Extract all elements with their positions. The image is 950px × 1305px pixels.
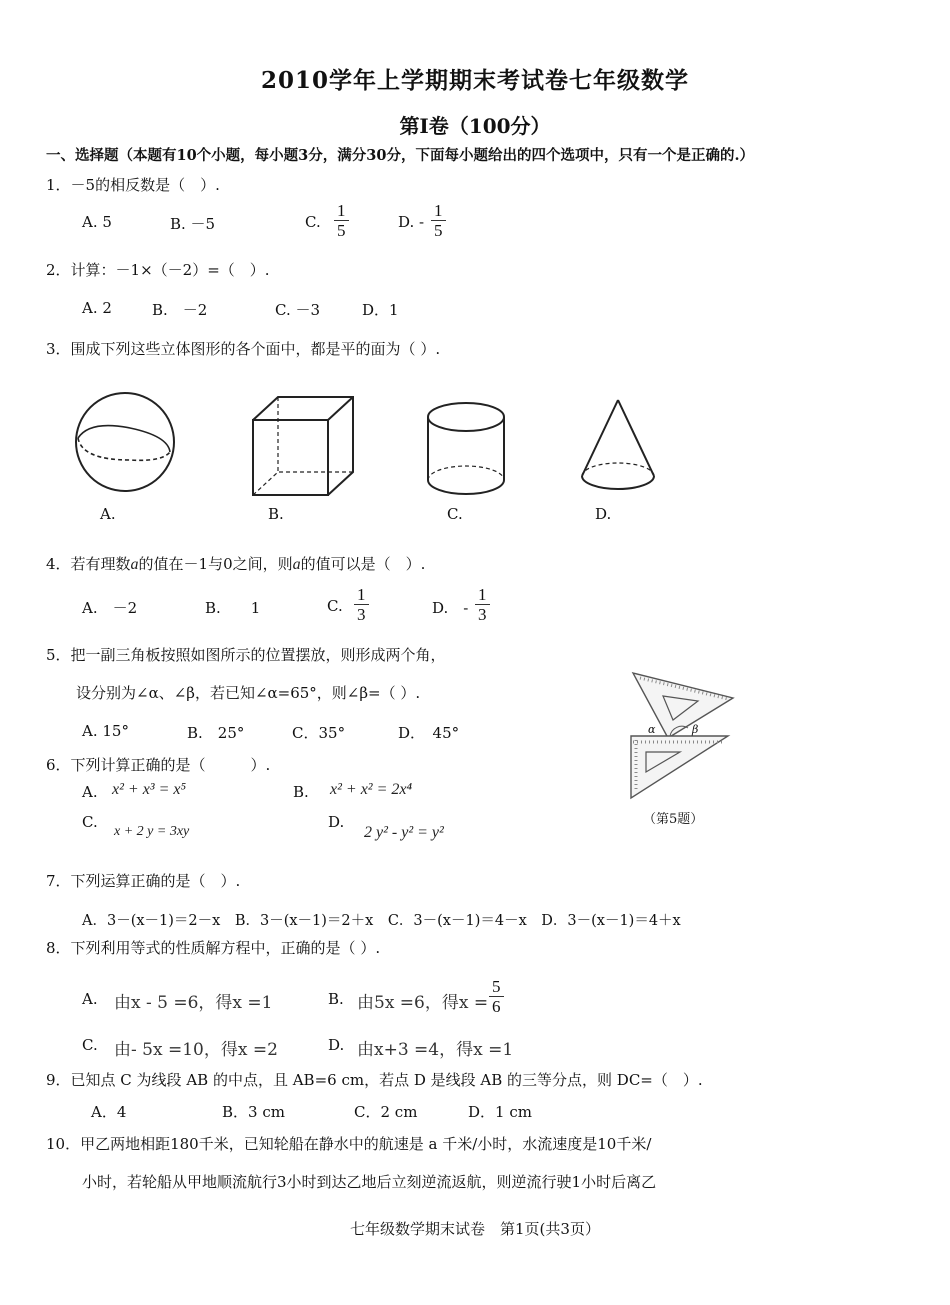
q6-expression-a: x² + x³ = x⁵ (112, 781, 187, 798)
q6-expression-c: x + 2 y = 3xy (114, 824, 190, 839)
q3-option-b: B. (268, 505, 284, 523)
angle-beta-label: β (692, 723, 699, 736)
figure-caption: （第5题） (643, 812, 704, 827)
q4-option-c: C. (327, 597, 343, 615)
q3-stem: 3．围成下列这些立体图形的各个面中，都是平的面为（ ）. (46, 340, 441, 358)
q6-expression-b: x² + x² = 2x⁴ (330, 781, 413, 798)
q2-option-a: A. 2 (82, 299, 112, 317)
sphere-figure (70, 390, 185, 500)
q4-stem-post: 的值可以是（ ）. (300, 555, 426, 573)
q10-line2: 小时，若轮船从甲地顺流航行3小时到达乙地后立刻逆流返航，则逆流行驶1小时后离乙 (82, 1173, 657, 1191)
q5-stem-line2: 设分别为∠α、∠β，若已知∠α=65°，则∠β=（ ）. (76, 684, 421, 702)
q6-stem: 6．下列计算正确的是（ ）. (46, 756, 271, 774)
cone-figure (578, 398, 658, 498)
q5-stem: 5．把一副三角板按照如图所示的位置摆放，则形成两个角， (46, 646, 446, 664)
q6-expression-d: 2 y² - y² = y² (364, 824, 444, 841)
q6-option-b: B. (293, 783, 309, 801)
q9-option-a: A．4 (91, 1103, 127, 1121)
q4-variable-2: a (292, 556, 301, 573)
q10-line1: 10．甲乙两地相距180千米，已知轮船在静水中的航速是 a 千米/小时，水流速度是10千米/ (46, 1135, 652, 1153)
exam-title: 2010学年上学期期末考试卷七年级数学 (260, 67, 689, 94)
q4-stem (46, 553, 425, 574)
q9-stem: 9．已知点 C 为线段 AB 的中点，且 AB=6 cm，若点 D 是线段 AB 的三等分点，则 DC=（ ）. (46, 1071, 703, 1089)
q6-option-a: A. (82, 783, 98, 801)
q2-stem: 2．计算：－1×（－2）=（ ）. (46, 261, 270, 279)
q4-option-d: D. - (432, 599, 469, 617)
q5-option-a: A. 15° (82, 722, 129, 740)
q8-expression-a: 由x - 5 =6，得x =1 (114, 993, 273, 1013)
section-heading: 一、选择题（本题有10个小题，每小题3分，满分30分，下面每小题给出的四个选项中，只有一个是正确的.） (46, 147, 754, 164)
q5-option-c: C．35° (292, 724, 346, 742)
angle-alpha-label: α (648, 723, 656, 736)
q1-option-c: C. (305, 213, 321, 231)
cylinder-figure (425, 400, 510, 500)
q7-options: A．3－(x－1)＝2－x B．3－(x－1)＝2＋x C．3－(x－1)＝4－x D．3－(x－1)＝4＋x (82, 913, 681, 929)
q1-fraction-d: $\frac{1}{5}$ (431, 201, 446, 240)
q2-option-c: C. －3 (275, 301, 321, 319)
q8-option-d: D. (328, 1036, 345, 1054)
q7-stem: 7．下列运算正确的是（ ）. (46, 872, 241, 890)
part-title: 第Ⅰ卷（100分） (399, 114, 551, 138)
set-squares-figure (628, 668, 738, 800)
q1-stem: 1．－5的相反数是（ ）. (46, 176, 220, 194)
q9-option-c: C．2 cm (354, 1103, 418, 1121)
q4-variable: a (130, 556, 139, 573)
q8-option-a: A. (82, 990, 98, 1008)
q8-stem: 8．下列利用等式的性质解方程中，正确的是（ ）. (46, 939, 381, 957)
q4-stem-mid: 的值在－1与0之间，则 (138, 555, 293, 573)
q6-option-c: C. (82, 813, 98, 831)
q1-option-d: D. - (398, 213, 425, 231)
q8-option-b: B. (328, 990, 344, 1008)
q9-option-b: B．3 cm (222, 1103, 285, 1121)
q8-expression-c: 由- 5x =10，得x =2 (114, 1040, 278, 1060)
q3-option-d: D. (595, 505, 612, 523)
q2-option-d: D．1 (362, 301, 399, 319)
q8-fraction-b: $\frac{5}{6}$ (489, 977, 504, 1016)
q8-expression-d: 由x+3 =4，得x =1 (357, 1040, 514, 1060)
q5-option-d: D． 45° (398, 724, 460, 742)
page-footer: 七年级数学期末试卷 第1页(共3页） (350, 1220, 600, 1238)
q4-stem-pre: 4．若有理数 (46, 555, 131, 573)
q5-option-b: B. 25° (187, 724, 245, 742)
q4-fraction-c: $\frac{1}{3}$ (354, 585, 369, 624)
q4-option-a: A. －2 (82, 599, 138, 617)
q6-option-d: D. (328, 813, 345, 831)
cube-figure (250, 395, 360, 500)
q1-option-a: A. 5 (82, 213, 112, 231)
q4-option-b: B. 1 (205, 599, 261, 617)
q3-option-a: A. (100, 505, 116, 523)
q9-option-d: D．1 cm (468, 1103, 532, 1121)
q8-expression-b: 由5x =6，得x = (357, 993, 489, 1013)
q8-option-c: C. (82, 1036, 98, 1054)
q2-option-b: B. －2 (152, 301, 208, 319)
q1-fraction-c: $\frac{1}{5}$ (334, 201, 349, 240)
q1-option-b: B. －5 (170, 215, 216, 233)
q3-option-c: C. (447, 505, 463, 523)
q4-fraction-d: $\frac{1}{3}$ (475, 585, 490, 624)
